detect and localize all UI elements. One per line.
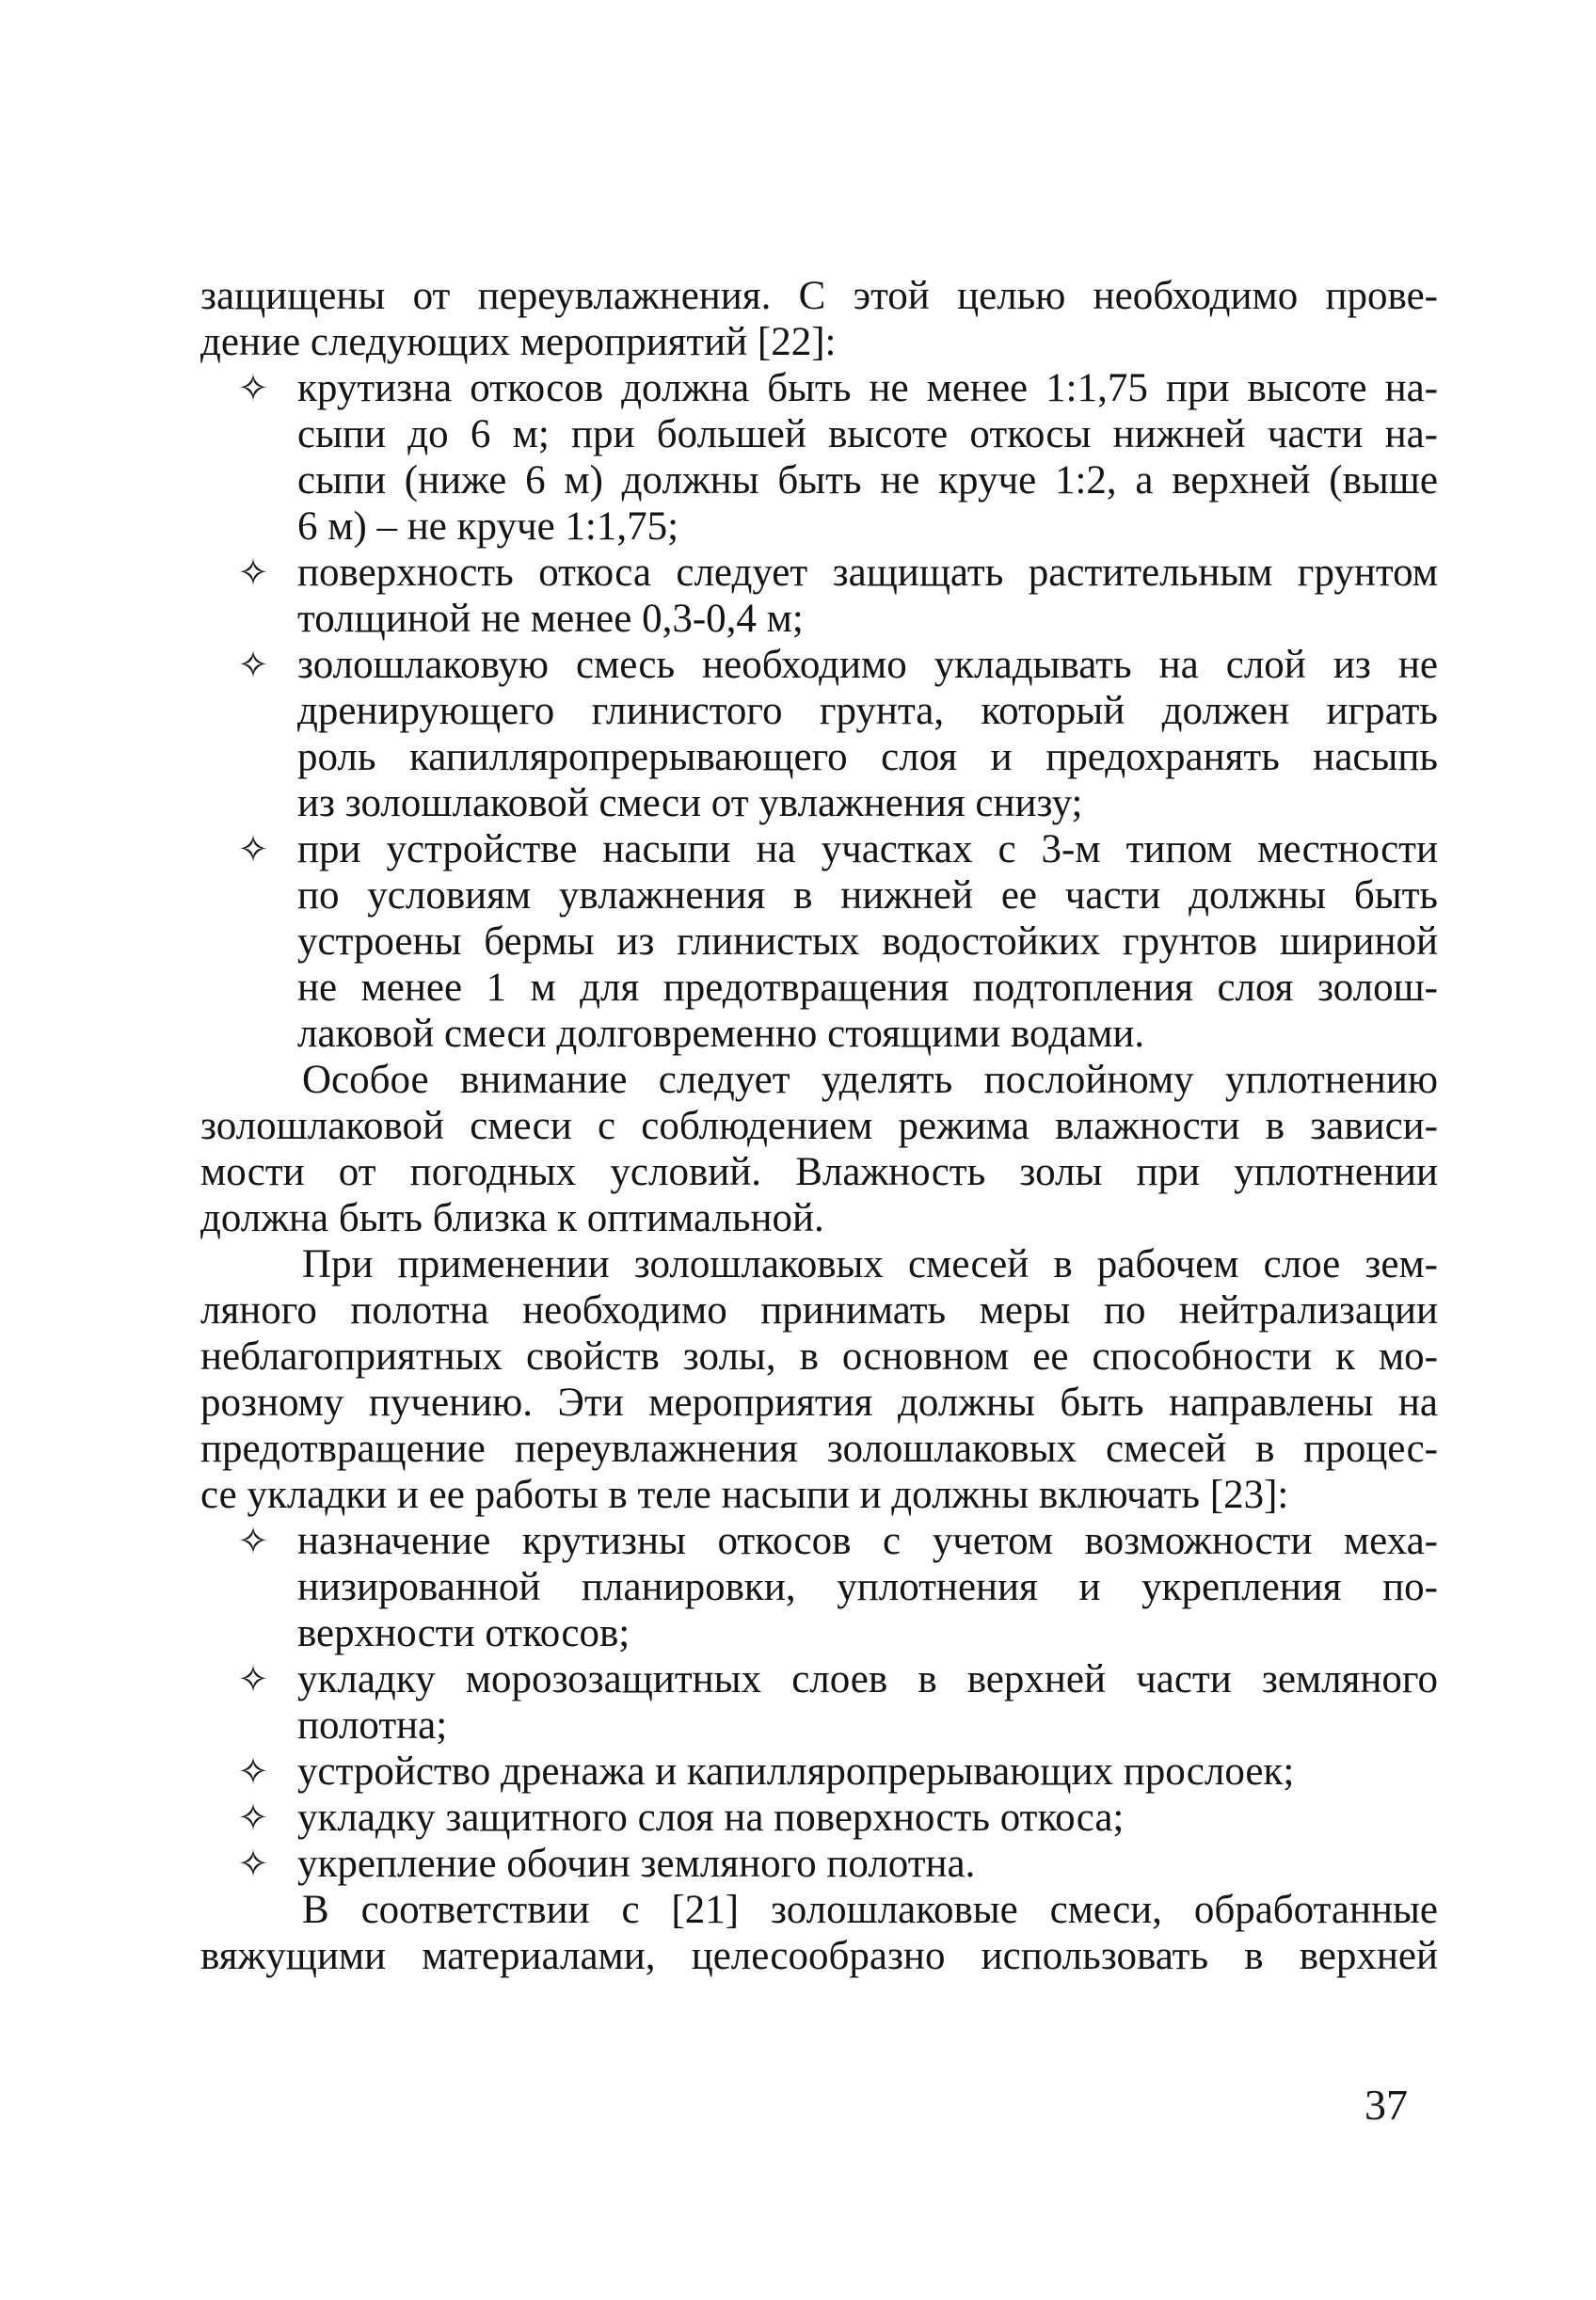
text-line: ляного полотна необходимо принимать меры по нейтрализации — [200, 1288, 1438, 1333]
text-line: верхности откосов; — [297, 1611, 630, 1655]
page-body — [200, 273, 1438, 1979]
text-line — [200, 826, 1438, 872]
bullet-star-icon: ✧ — [237, 644, 269, 686]
text-line: лаковой смеси долговременно стоящими водами. — [297, 1012, 1145, 1056]
bullet-list — [200, 1518, 1438, 1887]
list-item — [200, 1518, 1438, 1656]
text-line — [200, 1656, 1438, 1702]
bullet-star-icon: ✧ — [237, 1843, 269, 1885]
text-line — [200, 642, 1438, 688]
list-item-text: назначение крутизны откосов с учетом возможности меха- — [297, 1519, 1438, 1563]
text-line: по условиям увлажнения в нижней ее части должны быть — [297, 873, 1438, 918]
list-item-text: укладку защитного слоя на поверхность откоса; — [297, 1796, 1125, 1840]
text-line: дренирующего глинистого грунта, который должен играть — [297, 689, 1438, 733]
page-number: 37 — [1365, 2081, 1408, 2129]
list-item — [200, 1795, 1438, 1841]
text-line: низированной планировки, уплотнения и укрепления по- — [297, 1565, 1438, 1609]
paragraph — [200, 1241, 1438, 1518]
bullet-star-icon: ✧ — [237, 1797, 269, 1839]
text-line — [200, 1795, 1438, 1841]
list-item-text: укладку морозозащитных слоев в верхней части земляного — [297, 1657, 1438, 1701]
list-item — [200, 550, 1438, 642]
text-line — [200, 1841, 1438, 1887]
list-item — [200, 642, 1438, 826]
list-item-text: устройство дренажа и капилляропрерывающих прослоек; — [297, 1749, 1295, 1794]
list-item — [200, 365, 1438, 550]
list-item — [200, 1749, 1438, 1795]
text-line: золошлаковой смеси с соблюдением режима влажности в зависи- — [200, 1104, 1438, 1148]
paragraph — [200, 1057, 1438, 1241]
text-line: неблагоприятных свойств золы, в основном ее способности к мо- — [200, 1334, 1438, 1379]
list-item-text: золошлаковую смесь необходимо укладывать на слой из не — [297, 643, 1438, 687]
bullet-star-icon: ✧ — [237, 828, 269, 870]
text-line: не менее 1 м для предотвращения подтопления слоя золош- — [297, 966, 1438, 1010]
paragraph — [200, 273, 1438, 365]
paragraph — [200, 1887, 1438, 1979]
list-item — [200, 1656, 1438, 1749]
list-item — [200, 826, 1438, 1057]
text-line — [200, 1749, 1438, 1795]
text-line — [200, 1518, 1438, 1564]
bullet-star-icon: ✧ — [237, 551, 269, 594]
text-line: сыпи до 6 м; при большей высоте откосы нижней части на- — [297, 412, 1438, 456]
text-line: 6 м) – не круче 1:1,75; — [297, 504, 679, 549]
text-line: предотвращение переувлажнения золошлаковых смесей в процес- — [200, 1427, 1438, 1471]
bullet-star-icon: ✧ — [237, 1658, 269, 1701]
list-item-text: крутизна откосов должна быть не менее 1:1,75 при высоте на- — [297, 366, 1438, 410]
text-line: розному пучению. Эти мероприятия должны быть направлены на — [200, 1381, 1438, 1425]
text-line — [200, 550, 1438, 596]
bullet-star-icon: ✧ — [237, 1520, 269, 1562]
text-line: мости от погодных условий. Влажность золы при уплотнении — [200, 1150, 1438, 1194]
bullet-star-icon: ✧ — [237, 367, 269, 409]
text-line: Особое внимание следует уделять послойному уплотнению — [302, 1058, 1438, 1102]
text-line: должна быть близка к оптимальной. — [200, 1196, 824, 1240]
text-line: роль капилляропрерывающего слоя и предохранять насыпь — [297, 735, 1438, 779]
bullet-star-icon: ✧ — [237, 1750, 269, 1793]
list-item-text: укрепление обочин земляного полотна. — [297, 1842, 976, 1886]
text-line: се укладки и ее работы в теле насыпи и должны включать [23]: — [200, 1473, 1289, 1517]
text-line: защищены от переувлажнения. С этой целью необходимо прове- — [200, 274, 1438, 318]
text-line — [200, 365, 1438, 411]
bullet-list — [200, 365, 1438, 1057]
text-line: полотна; — [297, 1703, 448, 1748]
list-item-text: при устройстве насыпи на участках с 3-м типом местности — [297, 827, 1438, 871]
list-item — [200, 1841, 1438, 1887]
text-line: устроены бермы из глинистых водостойких грунтов шириной — [297, 919, 1438, 964]
text-line: сыпи (ниже 6 м) должны быть не круче 1:2, а верхней (выше — [297, 458, 1438, 503]
text-line: толщиной не менее 0,3-0,4 м; — [297, 597, 804, 641]
text-line: В соответствии с [21] золошлаковые смеси, обработанные — [302, 1888, 1438, 1932]
text-line: из золошлаковой смеси от увлажнения снизу; — [297, 781, 1083, 825]
list-item-text: поверхность откоса следует защищать растительным грунтом — [297, 551, 1438, 595]
text-line: дение следующих мероприятий [22]: — [200, 320, 837, 364]
text-line: вяжущими материалами, целесообразно использовать в верхней — [200, 1934, 1438, 1978]
text-line: При применении золошлаковых смесей в рабочем слое зем- — [302, 1242, 1438, 1286]
